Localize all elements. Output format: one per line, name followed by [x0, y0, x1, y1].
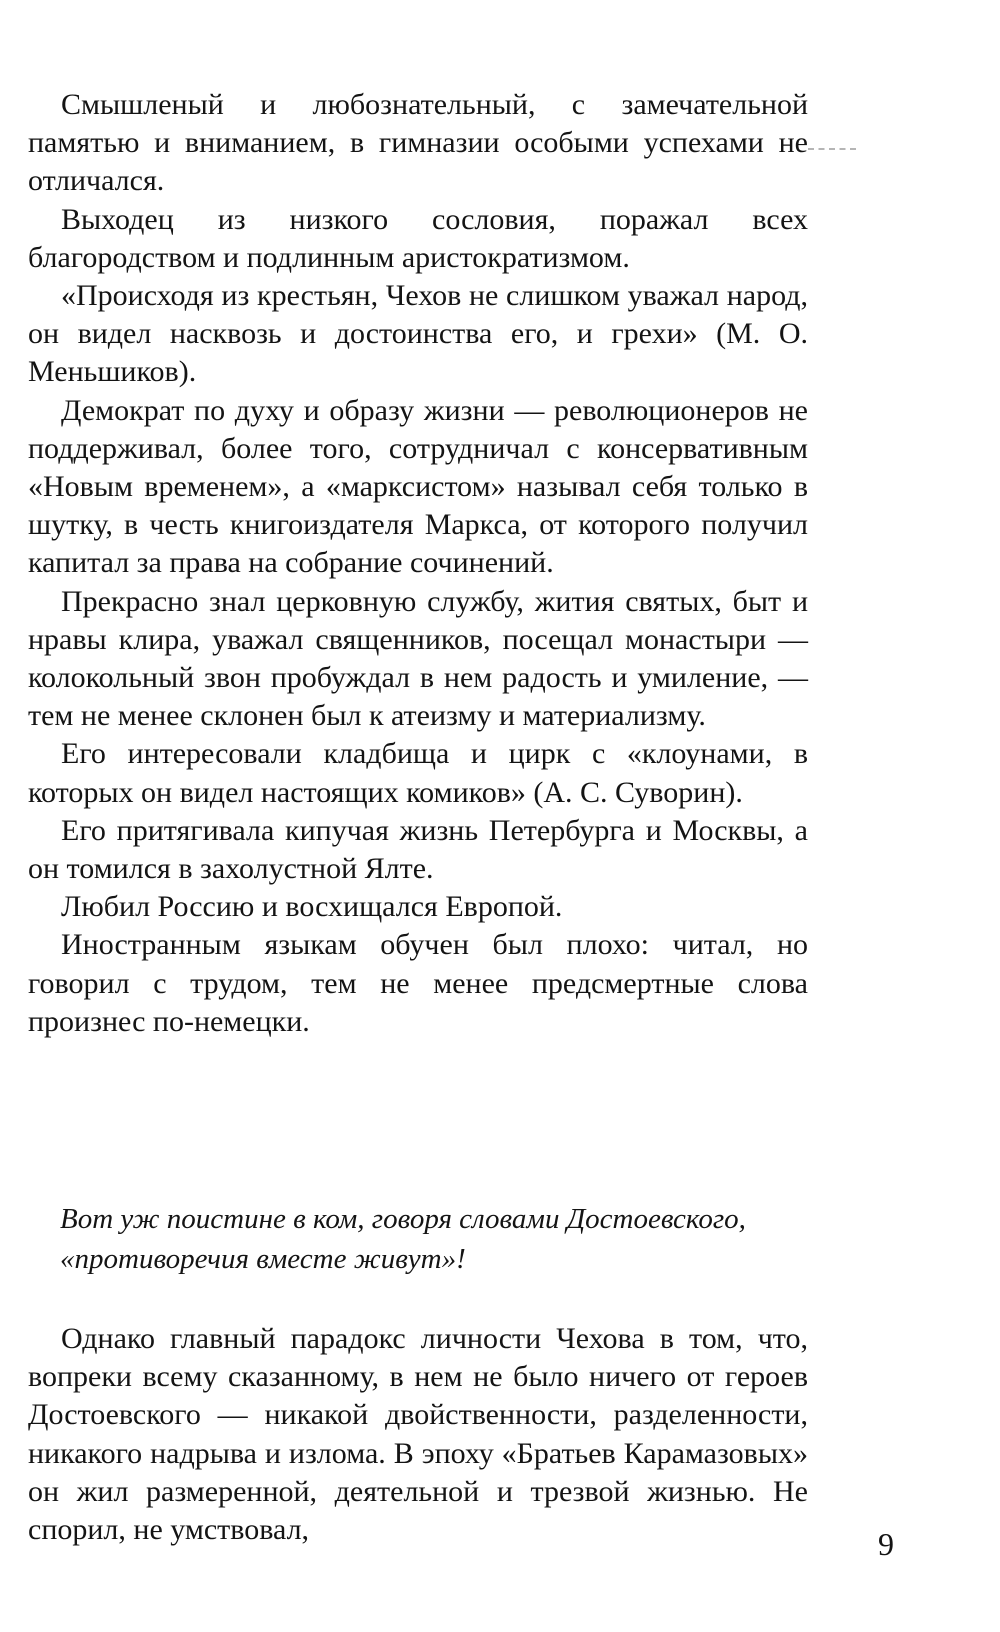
- paragraph: «Происходя из крестьян, Чехов не слишком уважал народ, он видел насквозь и достоинства его, и грехи» (М. О. Меньшиков).: [28, 279, 808, 389]
- paragraph: Демократ по духу и образу жизни — революционеров не поддерживал, более того, сотрудничал с консервативным «Новым временем», а «марксистом» называл себя только в шутку, в честь книгоиздателя Маркса, от которого получил капитал за права на собрание сочинений.: [28, 393, 808, 580]
- paragraph: Однако главный парадокс личности Чехова в том, что, вопреки всему сказанному, в нем не было ничего от героев Достоевского — никакой двойственности, разделенности, никакого надрыва и излома. В эпоху «Братьев Карамазовых» он жил размеренной, деятельной и трезвой жизнью. Не спорил, не умствовал,: [28, 1322, 808, 1547]
- paragraph: Иностранным языкам обучен был плохо: читал, но говорил с трудом, тем не менее предсмертные слова произнес по-немецки.: [28, 928, 808, 1038]
- main-text: [28, 86, 808, 1041]
- paragraph: Прекрасно знал церковную службу, жития святых, быт и нравы клира, уважал священников, посещал монастыри — колокольный звон пробуждал в нем радость и умиление, — тем не менее склонен был к атеизму и материализму.: [28, 584, 808, 733]
- scan-edge-mark: [808, 148, 856, 150]
- page-number: 9: [878, 1526, 894, 1562]
- paragraph: Его интересовали кладбища и цирк с «клоунами, в которых он видел настоящих комиков» (А. С. Суворин).: [28, 737, 808, 809]
- italic-quote: [60, 1199, 820, 1279]
- paragraph: Смышленый и любознательный, с замечательной памятью и вниманием, в гимназии особыми успехами не отличался.: [28, 88, 808, 198]
- paragraph: Любил Россию и восхищался Европой.: [61, 890, 563, 924]
- paragraph: Выходец из низкого сословия, поражал всех благородством и подлинным аристократизмом.: [28, 202, 808, 274]
- paragraph: Его притягивала кипучая жизнь Петербурга и Москвы, а он томился в захолустной Ялте.: [28, 813, 808, 886]
- closing-text: [28, 1320, 808, 1549]
- quote-text: Вот уж поистине в ком, говоря словами Достоевского, «противоречия вместе живут»!: [60, 1203, 746, 1275]
